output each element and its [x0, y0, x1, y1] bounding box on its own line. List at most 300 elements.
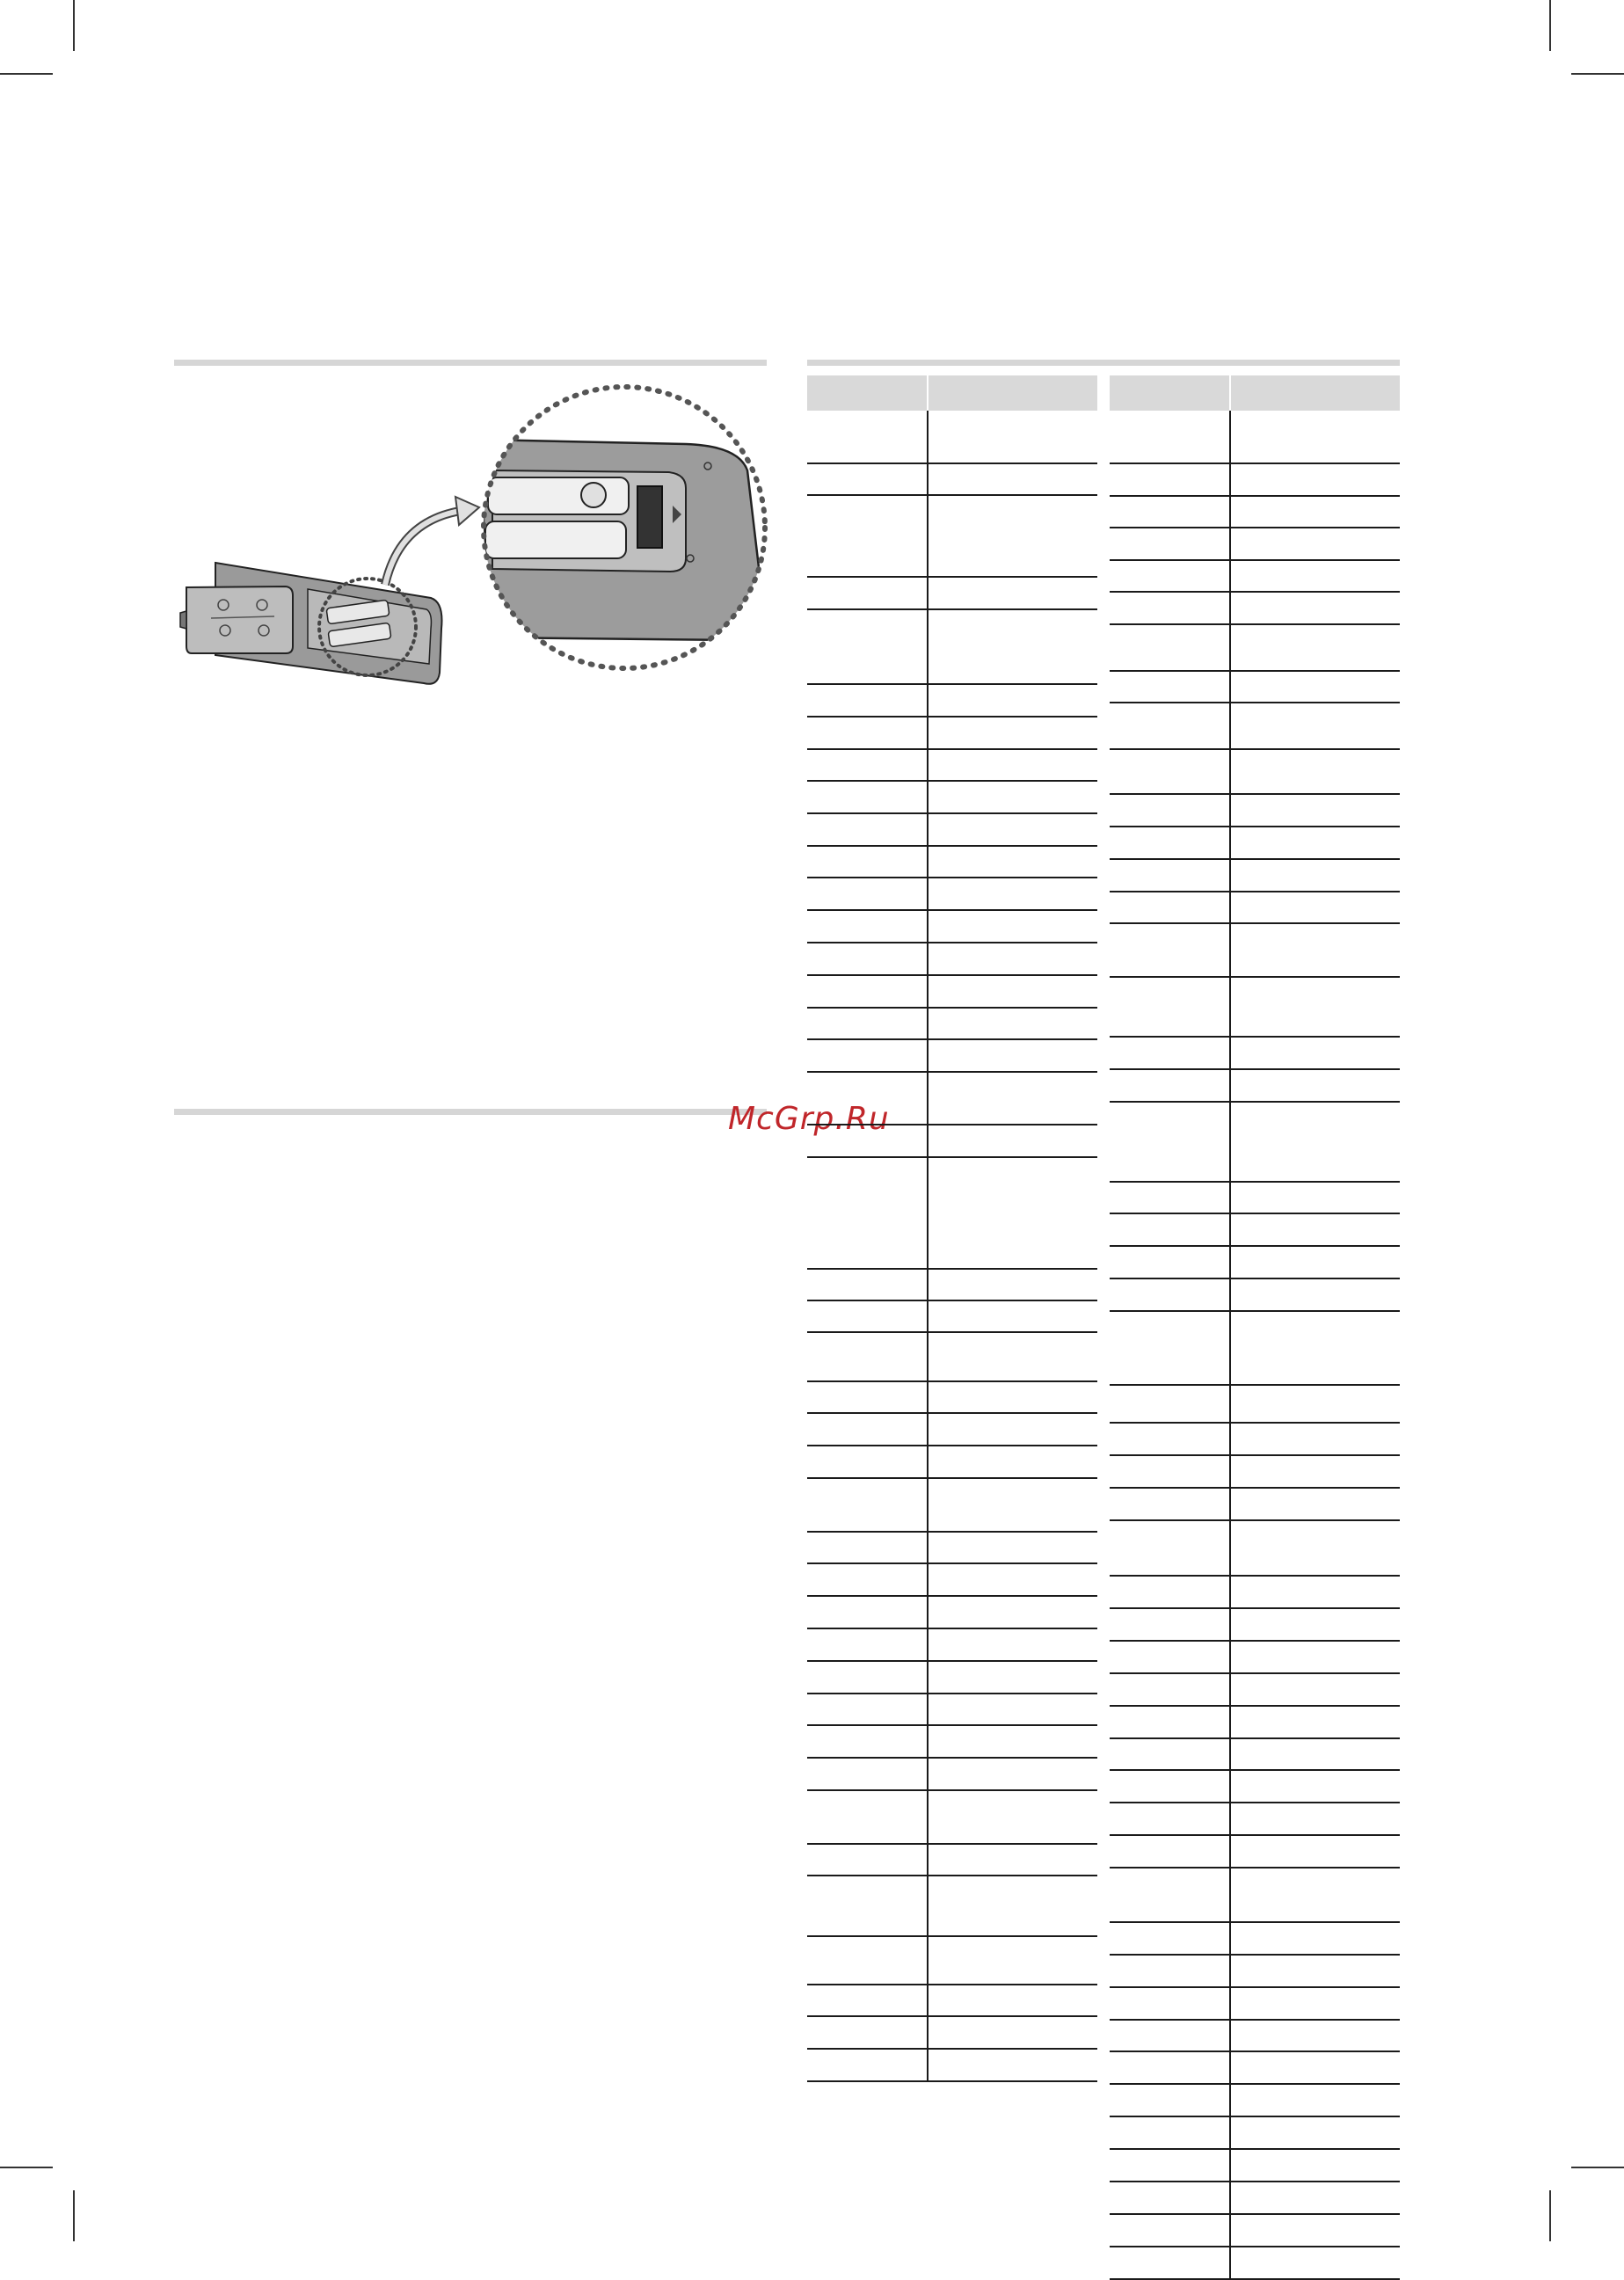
- table-cell: [928, 781, 1097, 813]
- table-row: [1110, 1770, 1400, 1803]
- table-cell: [807, 1596, 928, 1628]
- table-cell: [1110, 923, 1230, 977]
- table-cell: [1230, 1488, 1400, 1520]
- table-row: [807, 1157, 1097, 1269]
- table-cell: [928, 1876, 1097, 1936]
- table-row: [1110, 1246, 1400, 1278]
- table-cell: [1230, 892, 1400, 923]
- table-row: [807, 813, 1097, 846]
- table-cell: [928, 813, 1097, 846]
- table-row: [807, 1936, 1097, 1985]
- table-row: [1110, 1385, 1400, 1423]
- table-cell: [807, 1563, 928, 1596]
- table-cell: [807, 1478, 928, 1532]
- table-cell: [928, 495, 1097, 577]
- table-row: [807, 975, 1097, 1008]
- table-cell: [807, 1413, 928, 1446]
- table-cell: [1230, 2084, 1400, 2116]
- table-cell: [1110, 624, 1230, 671]
- table-row: [807, 1844, 1097, 1876]
- crop-mark-top-left-h: [0, 73, 53, 75]
- table-cell: [1110, 1182, 1230, 1213]
- table-cell: [1230, 1423, 1400, 1455]
- table-row: [807, 781, 1097, 813]
- table-cell: [928, 749, 1097, 781]
- table-row: [807, 1661, 1097, 1694]
- table-cell: [1110, 2084, 1230, 2116]
- table-row: [807, 1563, 1097, 1596]
- table-cell: [1110, 2214, 1230, 2247]
- table-cell: [1230, 1673, 1400, 1706]
- table-cell: [1230, 1803, 1400, 1835]
- table-cell: [928, 1936, 1097, 1985]
- table-row: [807, 1072, 1097, 1125]
- table-cell: [1110, 560, 1230, 592]
- table-cell: [1110, 1868, 1230, 1922]
- table-cell: [928, 1269, 1097, 1300]
- table-row: [1110, 1987, 1400, 2020]
- table-cell: [928, 2049, 1097, 2081]
- table-cell: [1230, 1738, 1400, 1770]
- table-header-cell: [807, 375, 928, 411]
- table-cell: [1230, 1608, 1400, 1641]
- table-cell: [1110, 528, 1230, 560]
- table-row: [1110, 923, 1400, 977]
- table-cell: [928, 1628, 1097, 1661]
- table-cell: [1110, 859, 1230, 892]
- table-cell: [928, 577, 1097, 609]
- table-cell: [928, 1758, 1097, 1790]
- table-row: [807, 1532, 1097, 1563]
- table-cell: [928, 463, 1097, 495]
- table-cell: [928, 1478, 1097, 1532]
- table-row: [1110, 1922, 1400, 1955]
- table-row: [1110, 1608, 1400, 1641]
- table-row: [1110, 827, 1400, 859]
- table-cell: [807, 943, 928, 975]
- table-row: [807, 577, 1097, 609]
- table-row: [1110, 1102, 1400, 1182]
- table-cell: [807, 2049, 928, 2081]
- table-cell: [1230, 2182, 1400, 2214]
- table-row: [1110, 892, 1400, 923]
- table-row: [807, 1596, 1097, 1628]
- table-cell: [1230, 1278, 1400, 1311]
- table-row: [1110, 463, 1400, 496]
- table-row: [1110, 2247, 1400, 2279]
- table-row: [807, 495, 1097, 577]
- table-cell: [807, 1936, 928, 1985]
- table-cell: [1110, 1278, 1230, 1311]
- table-cell: [1230, 2020, 1400, 2051]
- table-cell: [1110, 2020, 1230, 2051]
- table-cell: [1230, 624, 1400, 671]
- table-cell: [1110, 592, 1230, 624]
- table-cell: [1110, 1488, 1230, 1520]
- table-cell: [928, 2016, 1097, 2049]
- table-cell: [807, 1532, 928, 1563]
- table-cell: [1230, 1037, 1400, 1069]
- table-cell: [1230, 1576, 1400, 1608]
- table-cell: [1230, 1520, 1400, 1576]
- table-cell: [928, 1985, 1097, 2016]
- table-row: [807, 1381, 1097, 1413]
- table-row: [1110, 1835, 1400, 1868]
- table-row: [1110, 1738, 1400, 1770]
- table-cell: [1110, 703, 1230, 749]
- table-cell: [928, 1725, 1097, 1758]
- table-cell: [1110, 2182, 1230, 2214]
- table-row: [807, 846, 1097, 878]
- table-cell: [1110, 1803, 1230, 1835]
- table-cell: [807, 910, 928, 943]
- table-cell: [1110, 1520, 1230, 1576]
- table-row: [1110, 2051, 1400, 2084]
- battery-insertion-illustration: [176, 374, 774, 699]
- table-cell: [1110, 1246, 1230, 1278]
- table-cell: [807, 1039, 928, 1072]
- table-row: [1110, 2214, 1400, 2247]
- table-cell: [1230, 1955, 1400, 1987]
- table-cell: [1230, 560, 1400, 592]
- table-cell: [1230, 1246, 1400, 1278]
- table-cell: [928, 943, 1097, 975]
- table-cell: [1110, 1311, 1230, 1385]
- table-cell: [807, 1876, 928, 1936]
- table-cell: [928, 1008, 1097, 1039]
- table-header-cell: [1230, 375, 1400, 411]
- table-cell: [1230, 703, 1400, 749]
- table-cell: [1230, 2149, 1400, 2182]
- table-cell: [807, 577, 928, 609]
- table-cell: [807, 781, 928, 813]
- table-cell: [807, 1300, 928, 1332]
- table-cell: [1230, 977, 1400, 1037]
- table-cell: [1110, 1922, 1230, 1955]
- table-row: [807, 463, 1097, 495]
- table-cell: [1230, 1069, 1400, 1102]
- table-cell: [928, 1039, 1097, 1072]
- table-cell: [1230, 411, 1400, 463]
- table-cell: [1230, 1987, 1400, 2020]
- table-row: [1110, 592, 1400, 624]
- table-cell: [1230, 1213, 1400, 1246]
- table-row: [1110, 1955, 1400, 1987]
- table-row: [807, 1985, 1097, 2016]
- table-row: [1110, 1037, 1400, 1069]
- table-cell: [928, 609, 1097, 684]
- table-cell: [1230, 1102, 1400, 1182]
- table-cell: [1230, 463, 1400, 496]
- table-cell: [1230, 1641, 1400, 1673]
- table-cell: [1230, 1182, 1400, 1213]
- table-cell: [807, 684, 928, 717]
- table-cell: [1230, 1706, 1400, 1738]
- table-row: [1110, 496, 1400, 528]
- table-cell: [928, 1332, 1097, 1381]
- table-cell: [928, 684, 1097, 717]
- table-cell: [1230, 827, 1400, 859]
- table-cell: [1230, 496, 1400, 528]
- crop-mark-top-right-h: [1571, 73, 1624, 75]
- table-cell: [807, 1985, 928, 2016]
- crop-mark-top-right-v: [1549, 0, 1551, 51]
- table-row: [1110, 624, 1400, 671]
- table-cell: [1230, 1922, 1400, 1955]
- table-cell: [928, 1157, 1097, 1269]
- table-row: [1110, 560, 1400, 592]
- table-cell: [1110, 1385, 1230, 1423]
- table-row: [807, 1446, 1097, 1478]
- table-cell: [928, 1125, 1097, 1157]
- table-row: [807, 910, 1097, 943]
- table-row: [807, 609, 1097, 684]
- table-cell: [1110, 2247, 1230, 2279]
- table-cell: [928, 1563, 1097, 1596]
- table-cell: [928, 1300, 1097, 1332]
- table-row: [1110, 1278, 1400, 1311]
- table-cell: [1110, 1955, 1230, 1987]
- section-rule-left-middle: [174, 1109, 767, 1115]
- table-row: [807, 1725, 1097, 1758]
- table-cell: [1110, 749, 1230, 794]
- table-row: [1110, 794, 1400, 827]
- table-cell: [1230, 671, 1400, 703]
- table-cell: [1230, 923, 1400, 977]
- table-cell: [1230, 1455, 1400, 1488]
- table-row: [807, 684, 1097, 717]
- table-cell: [1230, 592, 1400, 624]
- table-cell: [1230, 859, 1400, 892]
- table-row: [1110, 703, 1400, 749]
- crop-mark-bottom-left-h: [0, 2167, 53, 2168]
- table-row: [1110, 749, 1400, 794]
- crop-mark-bottom-right-h: [1571, 2167, 1624, 2168]
- table-row: [807, 1628, 1097, 1661]
- table-cell: [807, 495, 928, 577]
- table-row: [807, 1039, 1097, 1072]
- table-cell: [807, 717, 928, 749]
- table-cell: [1230, 1311, 1400, 1385]
- table-cell: [807, 1332, 928, 1381]
- table-row: [1110, 1576, 1400, 1608]
- table-row: [1110, 977, 1400, 1037]
- table-row: [1110, 1706, 1400, 1738]
- table-row: [1110, 1868, 1400, 1922]
- table-row: [807, 1269, 1097, 1300]
- table-cell: [1230, 2247, 1400, 2279]
- table-row: [807, 749, 1097, 781]
- table-row: [807, 1300, 1097, 1332]
- table-row: [1110, 2084, 1400, 2116]
- table-row: [807, 1758, 1097, 1790]
- table-row: [1110, 1455, 1400, 1488]
- table-cell: [807, 749, 928, 781]
- table-cell: [807, 975, 928, 1008]
- table-row: [1110, 2116, 1400, 2149]
- table-cell: [928, 1413, 1097, 1446]
- arrow-icon: [385, 497, 479, 585]
- table-cell: [1110, 827, 1230, 859]
- table-cell: [807, 411, 928, 463]
- table-header-row: [1110, 375, 1400, 411]
- table-row: [1110, 2149, 1400, 2182]
- table-row: [1110, 1213, 1400, 1246]
- magnified-battery-compartment: [475, 382, 774, 681]
- table-cell: [807, 1125, 928, 1157]
- table-row: [807, 1876, 1097, 1936]
- table-cell: [807, 1628, 928, 1661]
- crop-mark-top-left-v: [73, 0, 75, 51]
- table-row: [807, 1694, 1097, 1725]
- table-cell: [928, 1694, 1097, 1725]
- table-cell: [807, 1758, 928, 1790]
- table-cell: [1230, 749, 1400, 794]
- table-cell: [807, 1157, 928, 1269]
- table-cell: [1110, 2051, 1230, 2084]
- table-cell: [807, 609, 928, 684]
- table-row: [807, 1413, 1097, 1446]
- table-row: [1110, 671, 1400, 703]
- table-cell: [807, 463, 928, 495]
- table-row: [807, 1478, 1097, 1532]
- table-row: [1110, 528, 1400, 560]
- table-cell: [807, 1844, 928, 1876]
- table-cell: [1110, 1423, 1230, 1455]
- table-cell: [1110, 411, 1230, 463]
- table-cell: [1110, 1706, 1230, 1738]
- table-cell: [1230, 1770, 1400, 1803]
- table-row: [1110, 1488, 1400, 1520]
- table-cell: [928, 910, 1097, 943]
- table-row: [807, 878, 1097, 910]
- table-cell: [1230, 528, 1400, 560]
- table-cell: [928, 1790, 1097, 1844]
- table-cell: [928, 846, 1097, 878]
- table-cell: [807, 813, 928, 846]
- table-cell: [807, 1381, 928, 1413]
- table-row: [1110, 411, 1400, 463]
- table-cell: [1110, 1738, 1230, 1770]
- table-cell: [1230, 2116, 1400, 2149]
- table-row: [807, 943, 1097, 975]
- table-cell: [1110, 2116, 1230, 2149]
- table-header-cell: [928, 375, 1097, 411]
- table-cell: [1110, 794, 1230, 827]
- table-cell: [1110, 1608, 1230, 1641]
- table-row: [1110, 1423, 1400, 1455]
- table-cell: [1110, 1069, 1230, 1102]
- table-cell: [807, 1446, 928, 1478]
- table-row: [1110, 1673, 1400, 1706]
- table-cell: [807, 878, 928, 910]
- table-cell: [1230, 1835, 1400, 1868]
- table-row: [1110, 859, 1400, 892]
- table-row: [807, 717, 1097, 749]
- table-row: [807, 1790, 1097, 1844]
- table-cell: [807, 1661, 928, 1694]
- table-cell: [928, 1446, 1097, 1478]
- table-row: [1110, 2182, 1400, 2214]
- table-cell: [807, 1008, 928, 1039]
- table-cell: [928, 975, 1097, 1008]
- table-cell: [1230, 794, 1400, 827]
- table-cell: [1110, 892, 1230, 923]
- table-cell: [928, 1661, 1097, 1694]
- table-cell: [807, 1694, 928, 1725]
- crop-mark-bottom-right-v: [1549, 2190, 1551, 2241]
- table-cell: [807, 1269, 928, 1300]
- table-cell: [1110, 1673, 1230, 1706]
- table-cell: [928, 1844, 1097, 1876]
- table-cell: [1110, 496, 1230, 528]
- table-row: [807, 2016, 1097, 2049]
- table-row: [1110, 1803, 1400, 1835]
- watermark-text: McGrp.Ru: [728, 1101, 890, 1137]
- table-cell: [1110, 1213, 1230, 1246]
- code-table-left: [807, 375, 1097, 2082]
- table-cell: [928, 717, 1097, 749]
- table-row: [1110, 1182, 1400, 1213]
- crop-mark-bottom-left-v: [73, 2190, 75, 2241]
- table-cell: [928, 1072, 1097, 1125]
- table-cell: [928, 411, 1097, 463]
- table-cell: [1110, 1770, 1230, 1803]
- table-cell: [1230, 1385, 1400, 1423]
- table-row: [1110, 1311, 1400, 1385]
- table-cell: [928, 1596, 1097, 1628]
- table-cell: [1230, 1868, 1400, 1922]
- table-cell: [1110, 1102, 1230, 1182]
- table-cell: [1110, 1641, 1230, 1673]
- table-cell: [807, 1790, 928, 1844]
- table-cell: [1110, 1835, 1230, 1868]
- table-row: [1110, 1641, 1400, 1673]
- table-cell: [1110, 1576, 1230, 1608]
- table-cell: [1110, 1455, 1230, 1488]
- table-cell: [1110, 463, 1230, 496]
- table-header-row: [807, 375, 1097, 411]
- table-cell: [807, 1725, 928, 1758]
- table-cell: [807, 2016, 928, 2049]
- code-table-right: [1110, 375, 1400, 2280]
- remote-control-icon: [180, 563, 442, 684]
- table-row: [1110, 1520, 1400, 1576]
- table-header-cell: [1110, 375, 1230, 411]
- table-cell: [928, 878, 1097, 910]
- table-cell: [1110, 1037, 1230, 1069]
- table-cell: [928, 1381, 1097, 1413]
- table-row: [807, 2049, 1097, 2081]
- table-cell: [807, 1072, 928, 1125]
- table-cell: [1110, 671, 1230, 703]
- section-rule-right-top: [807, 360, 1400, 366]
- table-cell: [1110, 1987, 1230, 2020]
- table-cell: [1110, 977, 1230, 1037]
- table-row: [807, 411, 1097, 463]
- table-cell: [807, 846, 928, 878]
- table-cell: [1230, 2214, 1400, 2247]
- table-row: [807, 1125, 1097, 1157]
- table-row: [807, 1008, 1097, 1039]
- table-row: [1110, 2020, 1400, 2051]
- table-cell: [928, 1532, 1097, 1563]
- table-cell: [1110, 2149, 1230, 2182]
- table-row: [1110, 1069, 1400, 1102]
- table-row: [807, 1332, 1097, 1381]
- table-cell: [1230, 2051, 1400, 2084]
- section-rule-left-top: [174, 360, 767, 366]
